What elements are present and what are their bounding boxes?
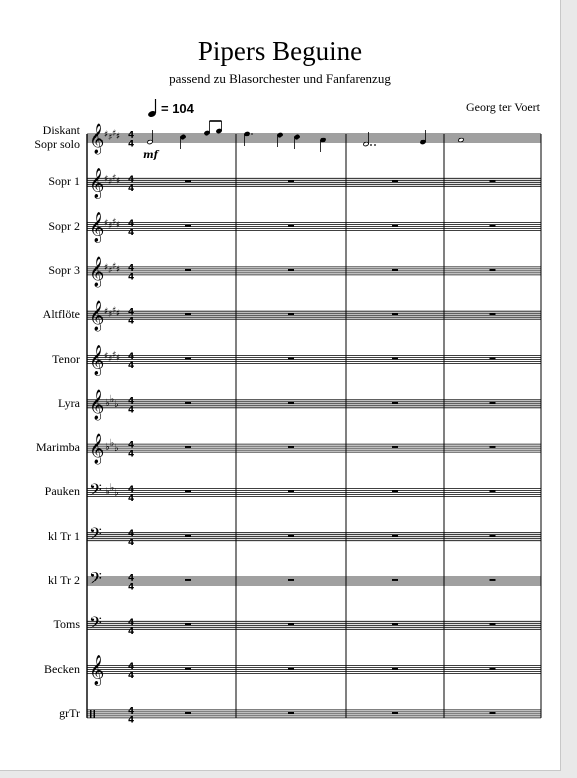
- whole-rest: [490, 668, 496, 670]
- score-title: Pipers Beguine: [197, 36, 363, 66]
- time-signature-top: 4: [128, 484, 135, 495]
- time-signature-bottom: 4: [128, 316, 135, 327]
- treble-clef-icon: 𝄞: [89, 168, 105, 199]
- treble-clef-icon: 𝄞: [89, 256, 105, 287]
- whole-rest: [392, 358, 398, 360]
- instrument-label: [0, 440, 80, 454]
- time-signature-top: 4: [128, 352, 135, 362]
- whole-rest: [185, 535, 191, 537]
- instrument-label-line: Becken: [44, 661, 80, 676]
- whole-rest: [185, 313, 191, 315]
- instrument-label: [0, 123, 80, 151]
- time-signature-top: 4: [128, 396, 135, 407]
- whole-rest: [392, 535, 398, 537]
- instrument-label: [0, 174, 80, 188]
- sharp-icon: ♯: [116, 309, 121, 320]
- time-signature-bottom: 4: [128, 183, 135, 194]
- flat-icon: ♭: [109, 393, 115, 405]
- instrument-label: [0, 396, 80, 410]
- sharp-icon: ♯: [112, 129, 117, 139]
- whole-rest: [392, 180, 398, 182]
- instrument-label-line: Lyra: [58, 395, 80, 410]
- sharp-icon: ♯: [104, 307, 109, 318]
- whole-rest: [185, 269, 191, 271]
- whole-rest: [392, 579, 398, 581]
- whole-rest: [490, 225, 496, 227]
- instrument-label-line: Sopr 2: [48, 218, 80, 233]
- whole-rest: [185, 358, 191, 360]
- instrument-label-line: Diskant: [42, 123, 80, 137]
- flat-icon: ♭: [109, 438, 115, 450]
- time-signature-bottom: 4: [128, 582, 135, 593]
- bass-clef-icon: 𝄢: [89, 523, 102, 548]
- time-signature-bottom: 4: [128, 493, 135, 504]
- treble-clef-icon: 𝄞: [89, 389, 105, 420]
- whole-rest: [490, 269, 496, 271]
- whole-rest: [288, 712, 294, 714]
- whole-rest: [288, 225, 294, 227]
- sharp-icon: ♯: [116, 220, 121, 231]
- time-signature-top: 4: [128, 307, 135, 318]
- whole-rest: [490, 623, 496, 625]
- score-subtitle: passend zu Blasorchester und Fanfarenzug: [169, 71, 391, 86]
- instrument-label: [0, 529, 80, 543]
- instrument-label-line: Tenor: [52, 351, 80, 366]
- time-signature-top: 4: [128, 617, 135, 628]
- instrument-label-line: Sopr 1: [48, 174, 80, 189]
- bass-clef-icon: 𝄢: [89, 479, 102, 504]
- instrument-label: [0, 263, 80, 277]
- whole-rest: [288, 490, 294, 492]
- whole-rest: [185, 180, 191, 182]
- instrument-label: [0, 484, 80, 498]
- sharp-icon: ♯: [112, 173, 117, 184]
- time-signature-bottom: 4: [128, 538, 135, 549]
- sharp-icon: ♯: [112, 217, 117, 228]
- composer-name: Georg ter Voert: [466, 100, 540, 114]
- dynamic-marking: mf: [143, 150, 158, 161]
- treble-clef-icon: 𝄞: [89, 434, 105, 465]
- sharp-icon: ♯: [108, 354, 113, 365]
- dot: [370, 144, 372, 146]
- whole-rest: [185, 446, 191, 448]
- whole-rest: [288, 668, 294, 670]
- time-signature-bottom: 4: [128, 449, 135, 460]
- instrument-label-line: Sopr solo: [34, 137, 80, 151]
- tempo-text: = 104: [161, 100, 194, 116]
- instrument-label-line: kl Tr 2: [47, 573, 80, 587]
- time-signature-bottom: 4: [128, 671, 135, 682]
- whole-rest: [490, 446, 496, 448]
- whole-rest: [288, 623, 294, 625]
- instrument-label: [0, 617, 80, 631]
- time-signature-top: 4: [128, 529, 135, 540]
- whole-rest: [392, 402, 398, 404]
- instrument-label: [0, 706, 80, 720]
- whole-rest: [392, 668, 398, 670]
- treble-clef-icon: 𝄞: [89, 345, 105, 376]
- whole-rest: [392, 269, 398, 271]
- time-signature-bottom: 4: [128, 626, 135, 637]
- bass-clef-icon: 𝄢: [89, 568, 102, 592]
- flat-icon: ♭: [105, 442, 110, 454]
- time-signature-bottom: 4: [128, 405, 135, 416]
- whole-rest: [288, 535, 294, 537]
- whole-rest: [288, 446, 294, 448]
- whole-rest: [185, 623, 191, 625]
- whole-rest: [490, 490, 496, 492]
- sharp-icon: ♯: [104, 130, 109, 140]
- instrument-label-line: Marimba: [36, 440, 80, 455]
- flat-icon: ♭: [105, 397, 110, 409]
- sharp-icon: ♯: [104, 262, 109, 273]
- sharp-icon: ♯: [108, 221, 113, 232]
- treble-clef-icon: 𝄞: [89, 212, 105, 243]
- flat-icon: ♭: [109, 482, 115, 494]
- sharp-icon: ♯: [108, 133, 113, 143]
- sharp-icon: ♯: [104, 351, 109, 362]
- sharp-icon: ♯: [104, 174, 109, 185]
- instrument-label-line: kl Tr 1: [47, 528, 80, 543]
- whole-rest: [490, 313, 496, 315]
- instrument-label: [0, 662, 80, 676]
- treble-clef-icon: 𝄞: [89, 655, 105, 686]
- sharp-icon: ♯: [112, 350, 117, 361]
- whole-rest: [392, 313, 398, 315]
- whole-rest: [288, 579, 294, 581]
- whole-rest: [288, 180, 294, 182]
- time-signature-bottom: 4: [128, 228, 135, 239]
- sharp-icon: ♯: [108, 265, 113, 276]
- time-signature-top: 4: [128, 573, 135, 584]
- instrument-label: [0, 307, 80, 321]
- sharp-icon: ♯: [112, 306, 117, 317]
- sharp-icon: ♯: [108, 177, 113, 188]
- instrument-label-line: grTr: [59, 705, 80, 720]
- time-signature-top: 4: [128, 263, 135, 274]
- dot: [374, 144, 376, 146]
- instrument-label-line: Altflöte: [42, 307, 80, 322]
- bass-clef-icon: 𝄢: [89, 612, 102, 637]
- whole-rest: [392, 712, 398, 714]
- flat-icon: ♭: [114, 398, 119, 410]
- sharp-icon: ♯: [112, 261, 117, 272]
- instrument-label: [0, 352, 80, 366]
- time-signature-bottom: 4: [128, 715, 135, 726]
- sharp-icon: ♯: [116, 132, 121, 142]
- whole-rest: [392, 225, 398, 227]
- sharp-icon: ♯: [108, 310, 113, 321]
- whole-rest: [392, 623, 398, 625]
- flat-icon: ♭: [105, 486, 110, 498]
- whole-rest: [490, 180, 496, 182]
- whole-rest: [490, 535, 496, 537]
- sharp-icon: ♯: [116, 353, 121, 364]
- time-signature-top: 4: [128, 440, 135, 451]
- whole-rest: [185, 490, 191, 492]
- time-signature-top: 4: [128, 662, 135, 673]
- whole-rest: [288, 313, 294, 315]
- treble-clef-icon: 𝄞: [89, 124, 105, 154]
- time-signature-top: 4: [128, 130, 135, 141]
- time-signature-top: 4: [128, 219, 135, 230]
- percussion-clef-icon: [90, 710, 92, 718]
- time-signature-bottom: 4: [128, 272, 135, 283]
- treble-clef-icon: 𝄞: [89, 301, 105, 332]
- whole-rest: [288, 269, 294, 271]
- time-signature-bottom: 4: [128, 361, 135, 371]
- instrument-label: [0, 573, 80, 587]
- whole-rest: [490, 358, 496, 360]
- flat-icon: ♭: [114, 443, 119, 455]
- time-signature-top: 4: [128, 174, 135, 185]
- dot: [251, 133, 253, 135]
- whole-rest: [392, 446, 398, 448]
- whole-rest: [185, 712, 191, 714]
- time-signature-top: 4: [128, 706, 135, 717]
- whole-rest: [288, 358, 294, 360]
- whole-rest: [185, 668, 191, 670]
- time-signature-bottom: 4: [128, 139, 135, 150]
- whole-rest: [392, 490, 398, 492]
- flat-icon: ♭: [114, 487, 119, 499]
- instrument-label-line: Pauken: [44, 484, 80, 499]
- sharp-icon: ♯: [116, 176, 121, 187]
- whole-rest: [490, 402, 496, 404]
- instrument-label: [0, 219, 80, 233]
- whole-rest: [490, 712, 496, 714]
- whole-rest: [490, 579, 496, 581]
- instrument-label-line: Sopr 3: [48, 262, 80, 277]
- instrument-label-line: Toms: [53, 617, 80, 632]
- whole-rest: [185, 579, 191, 581]
- sharp-icon: ♯: [116, 264, 121, 275]
- percussion-clef-icon: [94, 710, 96, 718]
- sharp-icon: ♯: [104, 218, 109, 229]
- whole-rest: [288, 402, 294, 404]
- whole-rest: [185, 402, 191, 404]
- whole-rest: [185, 225, 191, 227]
